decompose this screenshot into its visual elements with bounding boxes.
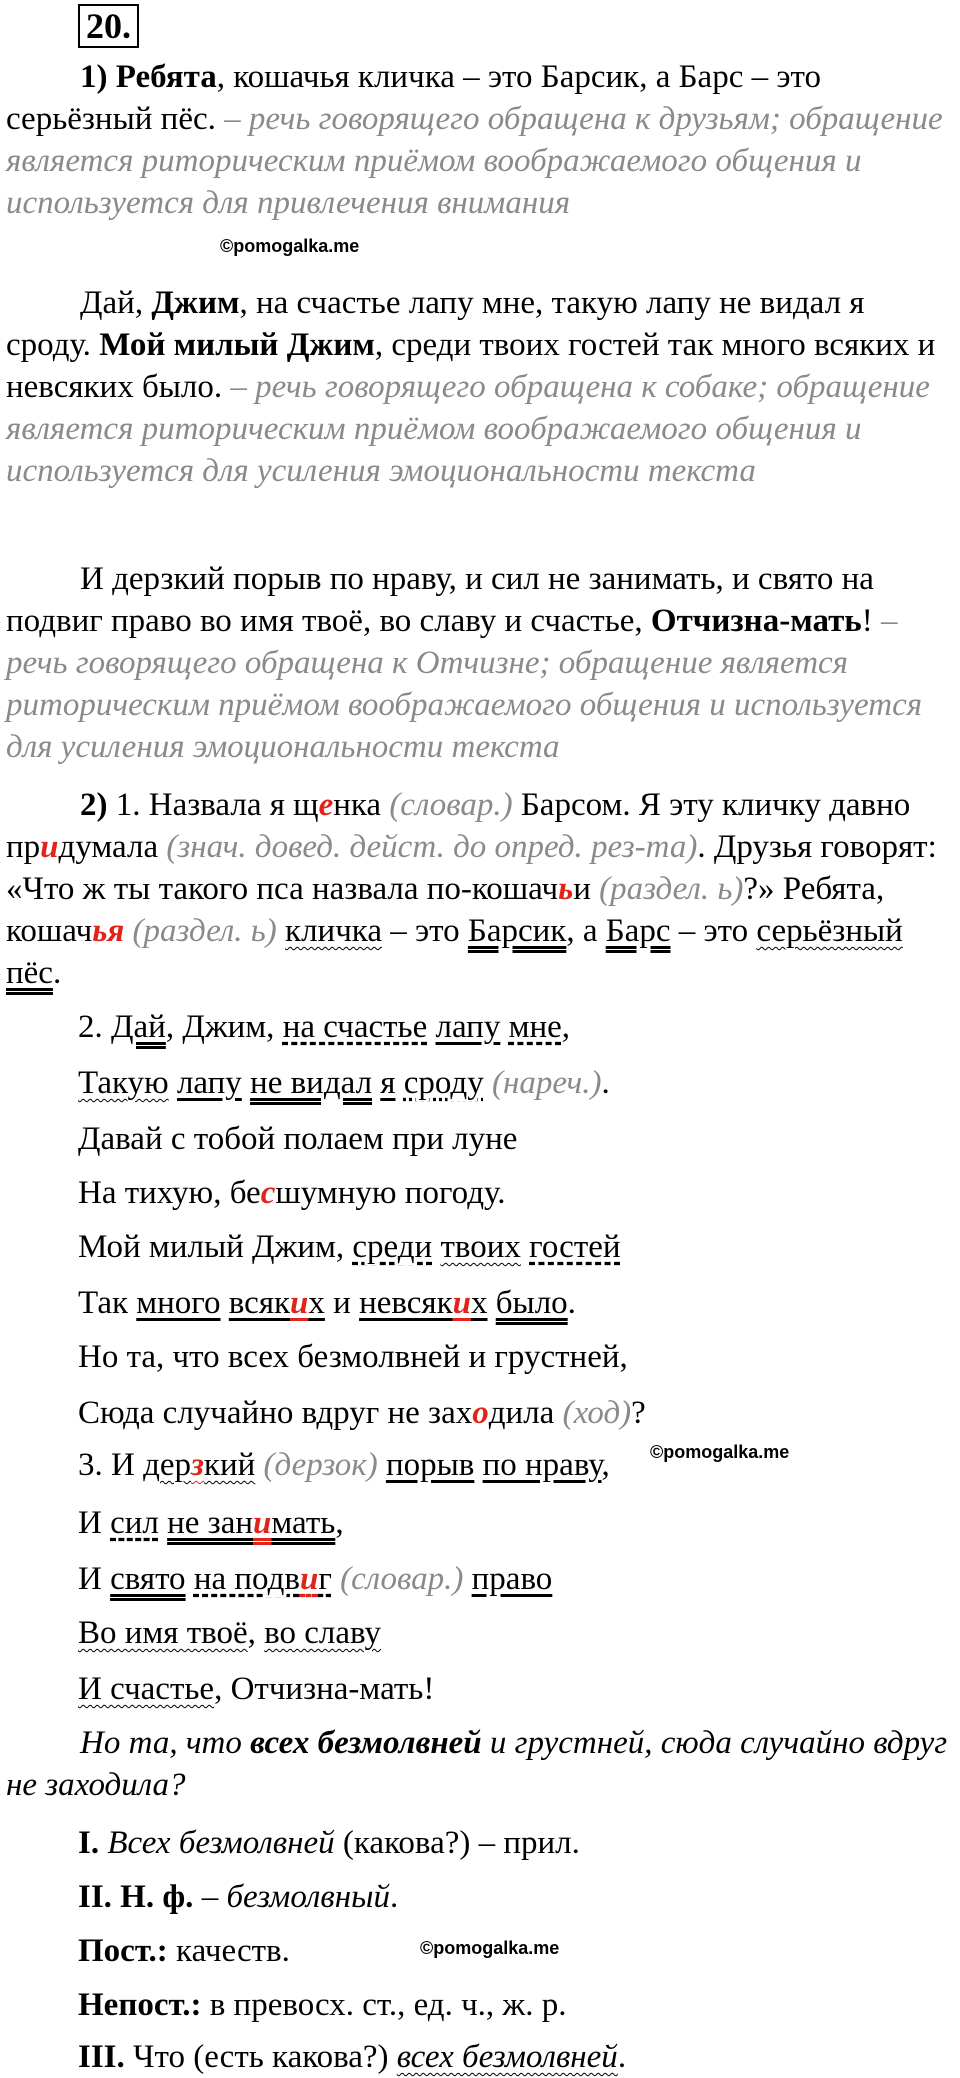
poem-line-3: Давай с тобой полаем при луне xyxy=(78,1121,518,1157)
orthogram-letter: и xyxy=(290,1285,309,1321)
poem-line-12: Во имя твоё, во славу xyxy=(78,1615,381,1651)
part1-paragraph-1: 1) Ребята, кошачья кличка – это Барсик, а Барс – это серьёзный пёс. – речь говорящего обращена к друзьям; обращение является риторическим приёмом воображаемого общения и используется для привлечения внимания xyxy=(6,59,943,221)
orthogram-letter: ья xyxy=(92,913,125,949)
orthogram-letter: и xyxy=(299,1561,319,1597)
poem-line-13: И счастье, Отчизна-мать! xyxy=(78,1671,435,1707)
comment: – речь говорящего обращена к друзьям; обращение является риторическим приёмом воображаемого общения и используется для привлечения внимания xyxy=(6,101,943,221)
comment: – речь говорящего обращена к Отчизне; обращение является риторическим приёмом воображаемого общения и используется для усиления эмоциональности текста xyxy=(6,603,923,765)
orthogram-letter: о xyxy=(472,1395,489,1431)
analysis-row-2: II. Н. ф. – безмолвный. xyxy=(78,1879,399,1915)
address-word: Отчизна-мать xyxy=(650,603,862,639)
poem-line-9: 3. И дерзкий (дерзок) порыв по нраву, xyxy=(78,1447,610,1483)
poem-line-2: Такую лапу не видал я сроду (нареч.). xyxy=(78,1065,610,1101)
comment: – речь говорящего обращена к собаке; обращение является риторическим приёмом воображаемого общения и используется для усиления эмоциональности текста xyxy=(6,369,930,489)
orthogram-letter: с xyxy=(260,1175,276,1211)
part1-paragraph-2: Дай, Джим, на счастье лапу мне, такую лапу не видал я сроду. Мой милый Джим, среди твоих гостей так много всяких и невсяких было. – речь говорящего обращена к собаке; обращение является риторическим приёмом воображаемого общения и используется для усиления эмоциональности текста xyxy=(6,285,936,489)
watermark: ©pomogalka.me xyxy=(650,1442,790,1462)
orthogram-letter: и xyxy=(40,829,59,865)
poem-line-11: И свято на подвиг (словар.) право xyxy=(78,1561,553,1597)
part2-paragraph-1: 2) 1. Назвала я щенка (словар.) Барсом. Я эту кличку давно придумала (знач. довед. дейст. до опред. рез-та). Друзья говорят: «Что ж ты такого пса назвала по-кошачьи (раздел. ь)?» Ребята, кошачья (раздел. ь) кличка – это Барсик, а Барс – это серьёзный пёс. xyxy=(6,787,937,991)
address-word: Мой милый Джим xyxy=(99,327,375,363)
analysis-sentence: Но та, что всех безмолвней и грустней, сюда случайно вдруг не заходила? xyxy=(6,1725,948,1803)
watermark: ©pomogalka.me xyxy=(220,236,360,256)
poem-line-7: Но та, что всех безмолвней и грустней, xyxy=(78,1339,628,1375)
analysis-row-5: III. Что (есть какова?) всех безмолвней. xyxy=(78,2039,627,2075)
part1-number: 1) xyxy=(80,59,108,95)
analysis-row-1: I. Всех безмолвней (какова?) – прил. xyxy=(78,1825,580,1861)
poem-line-1: 2. Дай, Джим, на счастье лапу мне, xyxy=(78,1009,571,1045)
orthogram-letter: и xyxy=(452,1285,471,1321)
poem-line-10: И сил не занимать, xyxy=(78,1505,344,1541)
task-number: 20. xyxy=(78,4,139,48)
poem-line-4: На тихую, бесшумную погоду. xyxy=(78,1175,506,1211)
part2-number: 2) xyxy=(80,787,108,823)
analysis-row-3: Пост.: качеств. xyxy=(78,1933,290,1969)
part1-paragraph-3: И дерзкий порыв по нраву, и сил не занимать, и свято на подвиг право во имя твоё, во славу и счастье, Отчизна-мать! – речь говорящего обращена к Отчизне; обращение является риторическим приёмом воображаемого общения и используется для усиления эмоциональности текста xyxy=(6,561,923,765)
poem-line-6: Так много всяких и невсяких было. xyxy=(78,1285,576,1321)
poem-line-5: Мой милый Джим, среди твоих гостей xyxy=(78,1229,621,1265)
address-word: Ребята xyxy=(115,59,217,95)
orthogram-letter: е xyxy=(318,787,334,823)
analysis-row-4: Непост.: в превосх. ст., ед. ч., ж. р. xyxy=(78,1987,567,2023)
address-word: Джим xyxy=(151,285,240,321)
watermark: ©pomogalka.me xyxy=(420,1938,560,1958)
poem-line-8: Сюда случайно вдруг не заходила (ход)? xyxy=(78,1395,646,1431)
orthogram-letter: ь xyxy=(558,871,574,907)
orthogram-letter: и xyxy=(253,1505,272,1541)
orthogram-letter: з xyxy=(191,1447,204,1483)
